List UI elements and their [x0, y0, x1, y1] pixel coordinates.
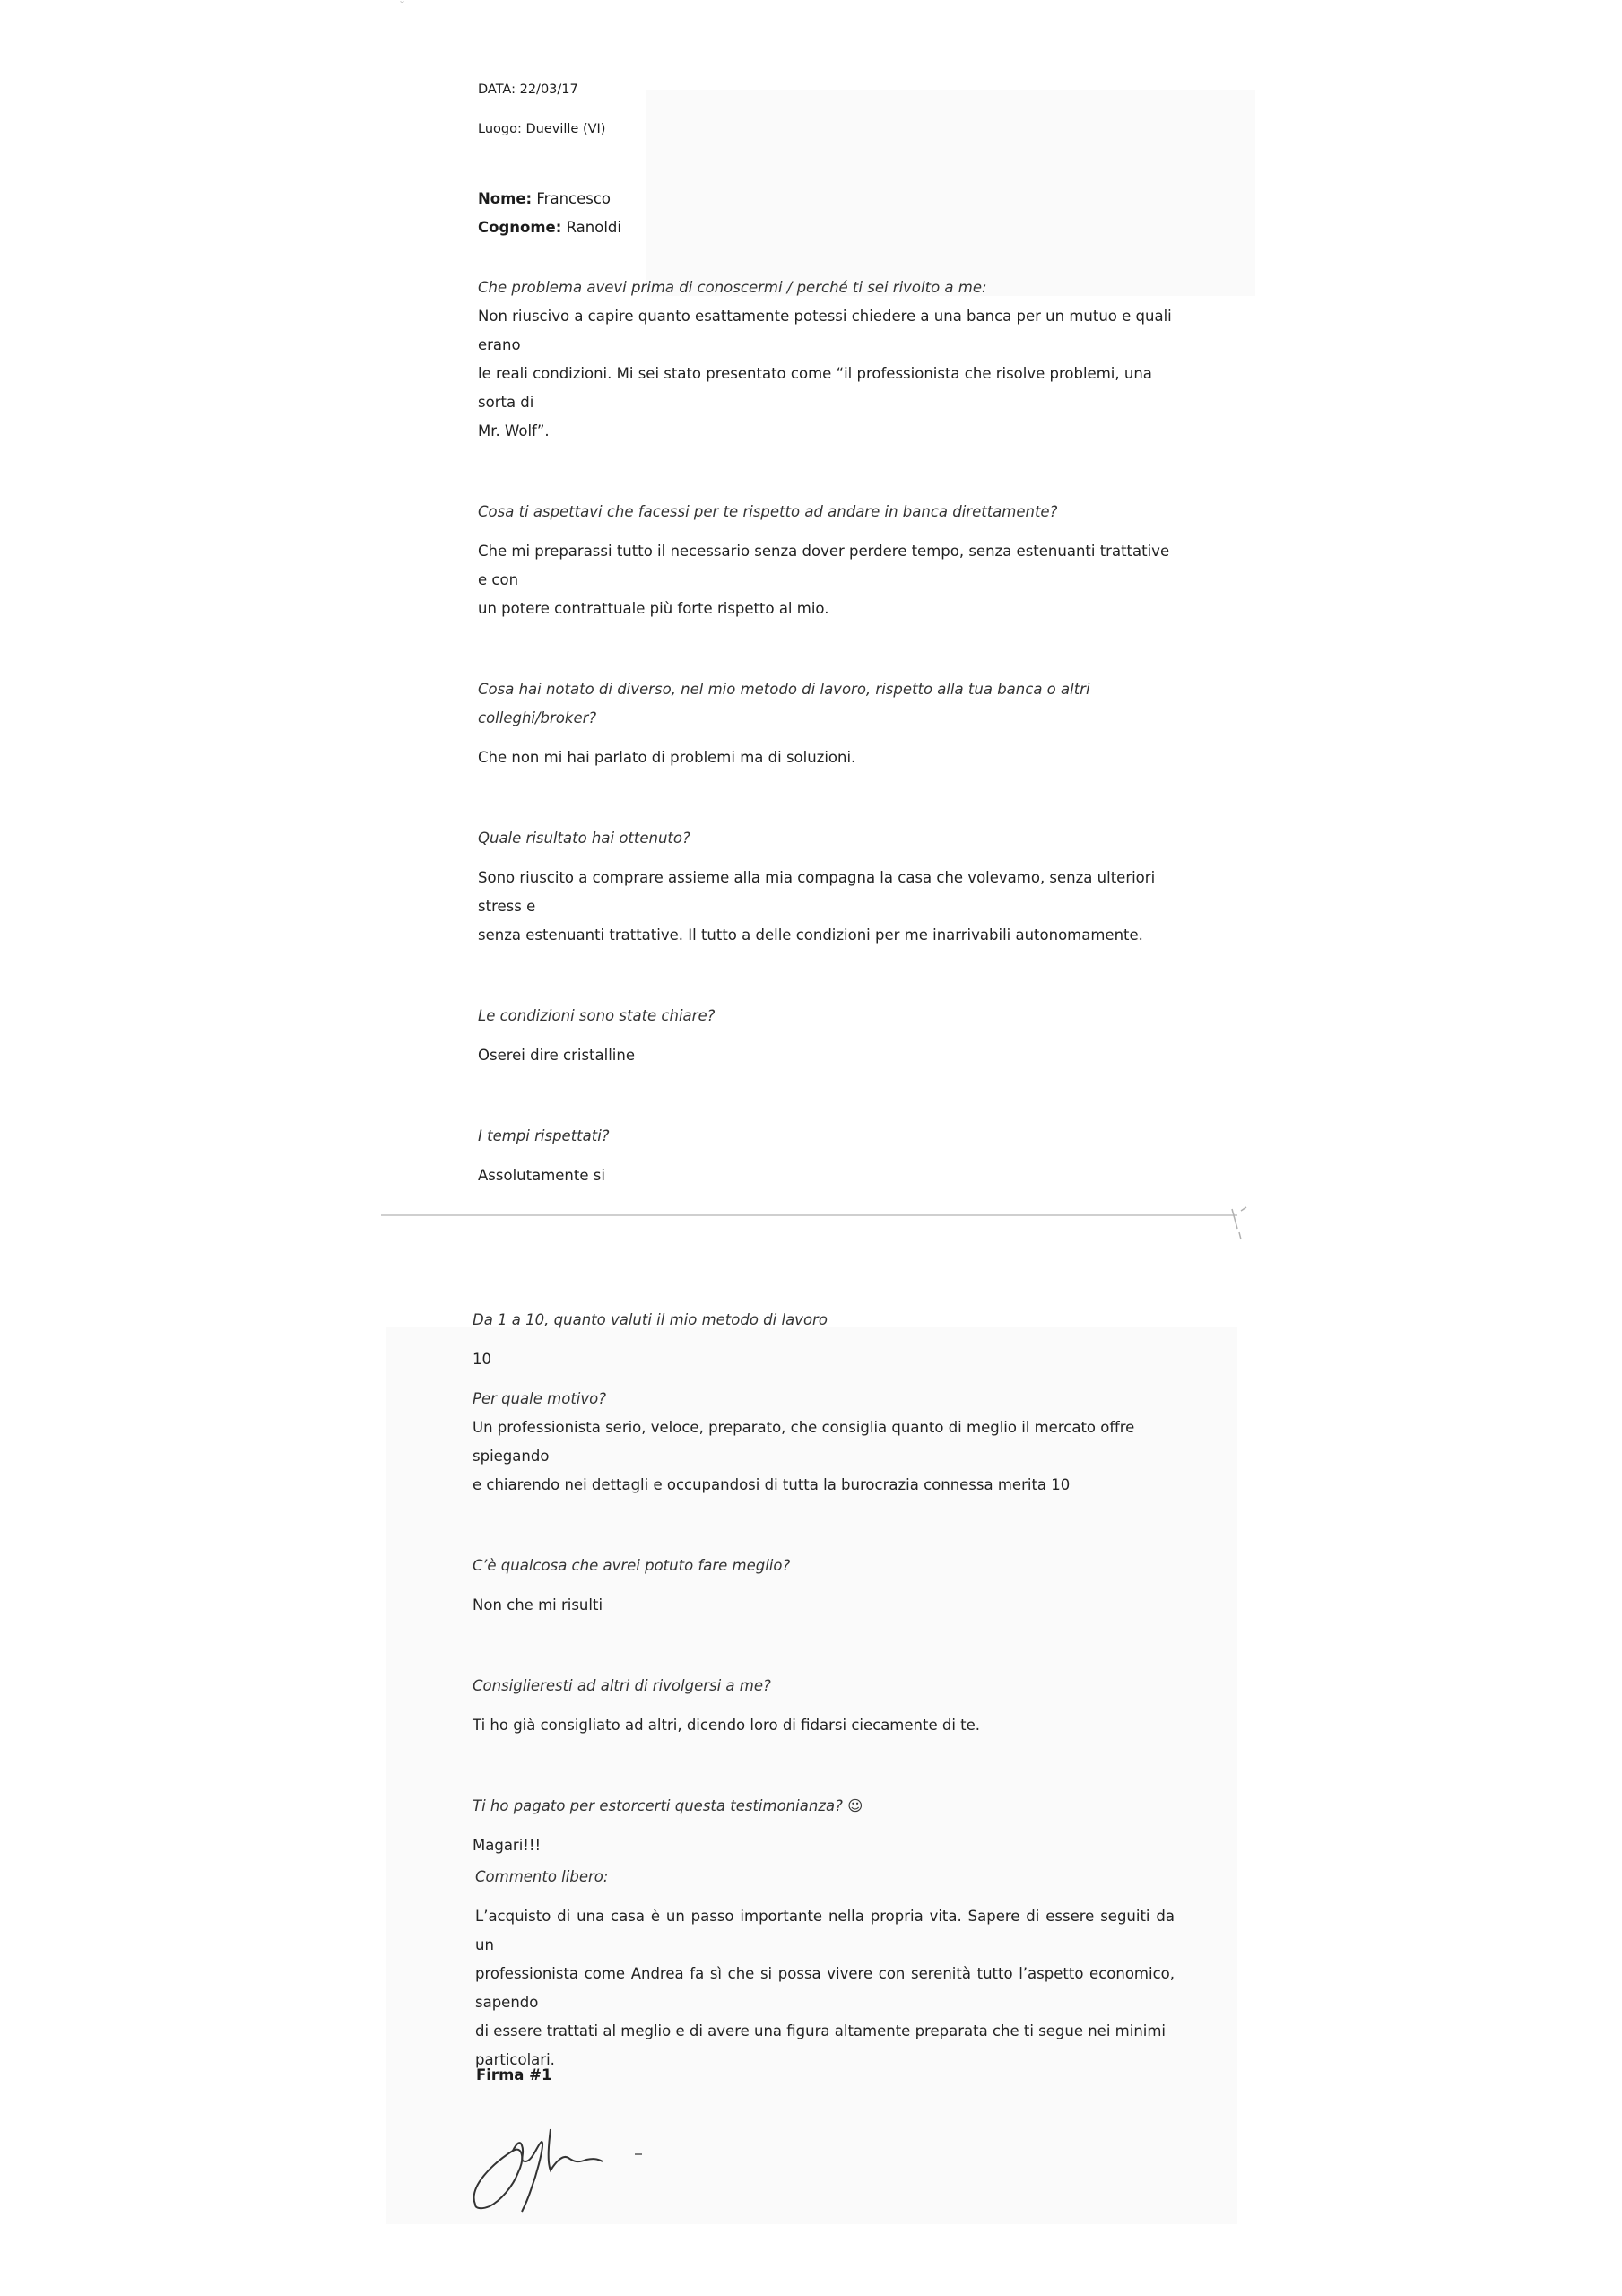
answer-line: Assolutamente si — [478, 1167, 605, 1184]
question: Cosa ti aspettavi che facessi per te rispetto ad andare in banca direttamente? — [478, 503, 1058, 520]
signature-block — [476, 2061, 1175, 2090]
answer-line: Non riuscivo a capire quanto esattamente potessi chiedere a una banca per un mutuo e quali erano — [478, 308, 1172, 353]
qa-section-1 — [478, 274, 1177, 1190]
answer-line: Che mi preparassi tutto il necessario senza dover perdere tempo, senza estenuanti trattative e con — [478, 543, 1170, 588]
comment-line: particolari. — [475, 2051, 555, 2068]
date-label: DATA: — [478, 83, 516, 97]
place-value: Dueville (VI) — [525, 122, 606, 136]
question: Da 1 a 10, quanto valuti il mio metodo di lavoro — [473, 1311, 828, 1328]
answer-line: senza estenuanti trattative. Il tutto a delle condizioni per me inarrivabili autonomamente. — [478, 926, 1143, 944]
question: Che problema avevi prima di conoscermi / perché ti sei rivolto a me: — [478, 279, 987, 296]
comment-line: di essere trattati al meglio e di avere una figura altamente preparata che ti segue nei minimi — [475, 2022, 1167, 2039]
signature-label: Firma #1 — [476, 2066, 552, 2083]
header-block — [478, 75, 1177, 144]
comment-block — [475, 1863, 1175, 2074]
comment-label: Commento libero: — [475, 1868, 609, 1885]
answer-line: un potere contrattuale più forte rispetto al mio. — [478, 600, 829, 617]
answer-line: le reali condizioni. Mi sei stato presentato come “il professionista che risolve problemi, una sorta di — [478, 365, 1152, 411]
qa-section-2 — [473, 1306, 1172, 1860]
answer-line: Ti ho già consigliato ad altri, dicendo loro di fidarsi ciecamente di te. — [473, 1717, 981, 1734]
comment-line: L’acquisto di una casa è un passo importante nella propria vita. Sapere di essere seguiti da un — [475, 1908, 1175, 1953]
place-label: Luogo: — [478, 122, 522, 136]
question: Ti ho pagato per estorcerti questa testimonianza? ☺ — [473, 1797, 863, 1814]
answer-line: Che non mi hai parlato di problemi ma di soluzioni. — [478, 749, 856, 766]
divider-mark — [1228, 1205, 1250, 1241]
page-divider — [381, 1214, 1237, 1216]
answer-line: Mr. Wolf”. — [478, 422, 550, 439]
surname-value: Ranoldi — [566, 219, 621, 236]
name-line — [478, 185, 1177, 213]
answer-line: 10 — [473, 1351, 491, 1368]
surname-label: Cognome: — [478, 219, 562, 236]
question: Cosa hai notato di diverso, nel mio metodo di lavoro, rispetto alla tua banca o altri colleghi/broker? — [478, 681, 1090, 726]
answer-line: Oserei dire cristalline — [478, 1047, 635, 1064]
question: Le condizioni sono state chiare? — [478, 1007, 716, 1024]
answer-line: e chiarendo nei dettagli e occupandosi di tutta la burocrazia connessa merita 10 — [473, 1476, 1071, 1493]
handwritten-signature — [466, 2108, 664, 2215]
question: Per quale motivo? — [473, 1390, 606, 1407]
question: Consiglieresti ad altri di rivolgersi a me? — [473, 1677, 771, 1694]
answer-line: Magari!!! — [473, 1837, 542, 1854]
name-label: Nome: — [478, 190, 533, 207]
comment-line: professionista come Andrea fa sì che si possa vivere con serenità tutto l’aspetto economico, sapendo — [475, 1965, 1175, 2011]
question: Quale risultato hai ottenuto? — [478, 830, 690, 847]
surname-line — [478, 213, 1177, 242]
date-line — [478, 75, 1177, 104]
person-block — [478, 185, 1177, 242]
question: I tempi rispettati? — [478, 1127, 610, 1144]
place-line — [478, 115, 1177, 144]
date-value: 22/03/17 — [519, 83, 578, 97]
name-value: Francesco — [536, 190, 612, 207]
answer-line: Non che mi risulti — [473, 1596, 603, 1613]
answer-line: Sono riuscito a comprare assieme alla mia compagna la casa che volevamo, senza ulteriori stress e — [478, 869, 1156, 915]
question: C’è qualcosa che avrei potuto fare meglio? — [473, 1557, 791, 1574]
answer-line: Un professionista serio, veloce, preparato, che consiglia quanto di meglio il mercato offre spiegando — [473, 1419, 1135, 1465]
signature-label-line — [476, 2061, 1175, 2090]
scan-corner-mark: ˘ — [399, 0, 405, 14]
